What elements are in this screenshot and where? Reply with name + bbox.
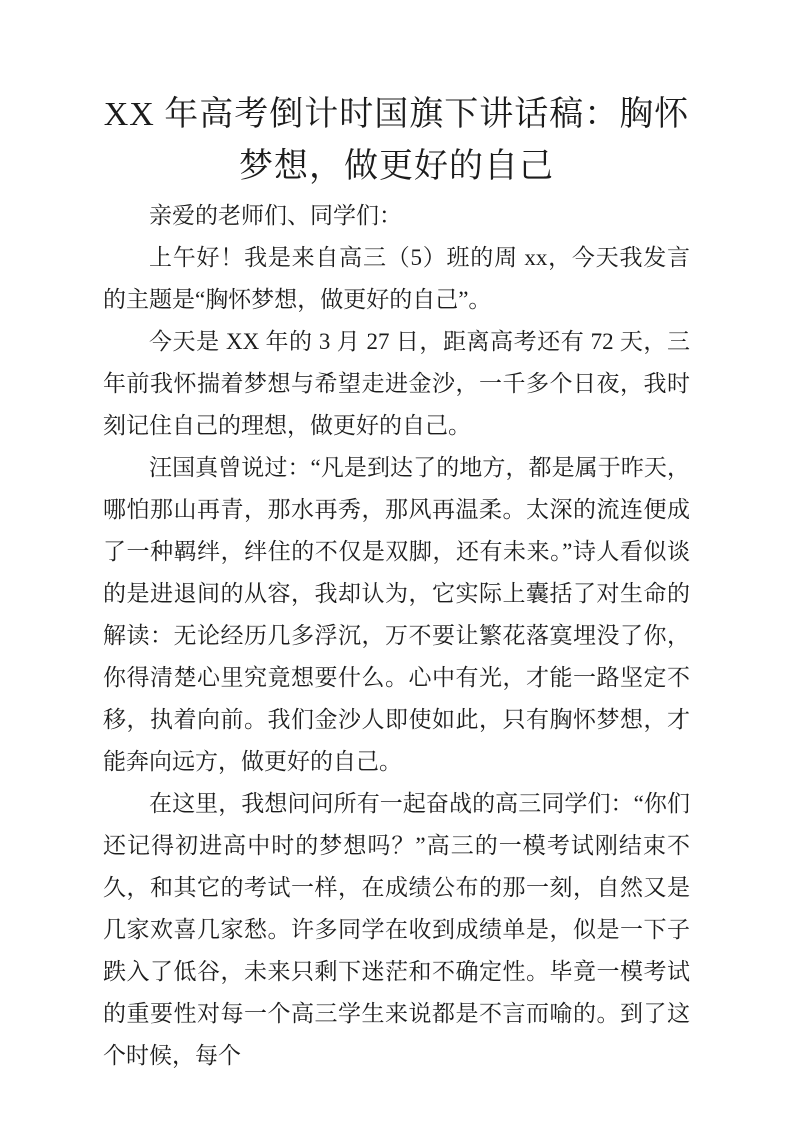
paragraph-exam: 在这里，我想问问所有一起奋战的高三同学们：“你们还记得初进高中时的梦想吗？”高三的一模考试刚结束不久，和其它的考试一样，在成绩公布的那一刻，自然又是几家欢喜几家愁。许多同学在收到成绩单是，似是一下子跌入了低谷，未来只剩下迷茫和不确定性。毕竟一模考试的重要性对每一个高三学生来说都是不言而喻的。到了这个时候，每个: [103, 791, 690, 1068]
paragraph-countdown: 今天是 XX 年的 3 月 27 日，距离高考还有 72 天，三年前我怀揣着梦想与希望走进金沙，一千多个日夜，我时刻记住自己的理想，做更好的自己。: [103, 329, 690, 438]
paragraph-quote: 汪国真曾说过：“凡是到达了的地方，都是属于昨天，哪怕那山再青，那水再秀，那风再温柔。太深的流连便成了一种羁绊，绊住的不仅是双脚，还有未来。”诗人看似谈的是进退间的从容，我却认为，它实际上囊括了对生命的解读：无论经历几多浮沉，万不要让繁花落寞埋没了你，你得清楚心里究竟想要什么。心中有光，才能一路坚定不移，执着向前。我们金沙人即使如此，只有胸怀梦想，才能奔向远方，做更好的自己。: [103, 455, 690, 774]
paragraph-salutation: 亲爱的老师们、同学们：: [149, 203, 402, 228]
paragraph-intro: 上午好！我是来自高三（5）班的周 xx，今天我发言的主题是“胸怀梦想，做更好的自己”。: [103, 245, 690, 312]
document-body: [103, 195, 690, 1077]
document-title: XX 年高考倒计时国旗下讲话稿：胸怀梦想，做更好的自己: [103, 96, 690, 185]
